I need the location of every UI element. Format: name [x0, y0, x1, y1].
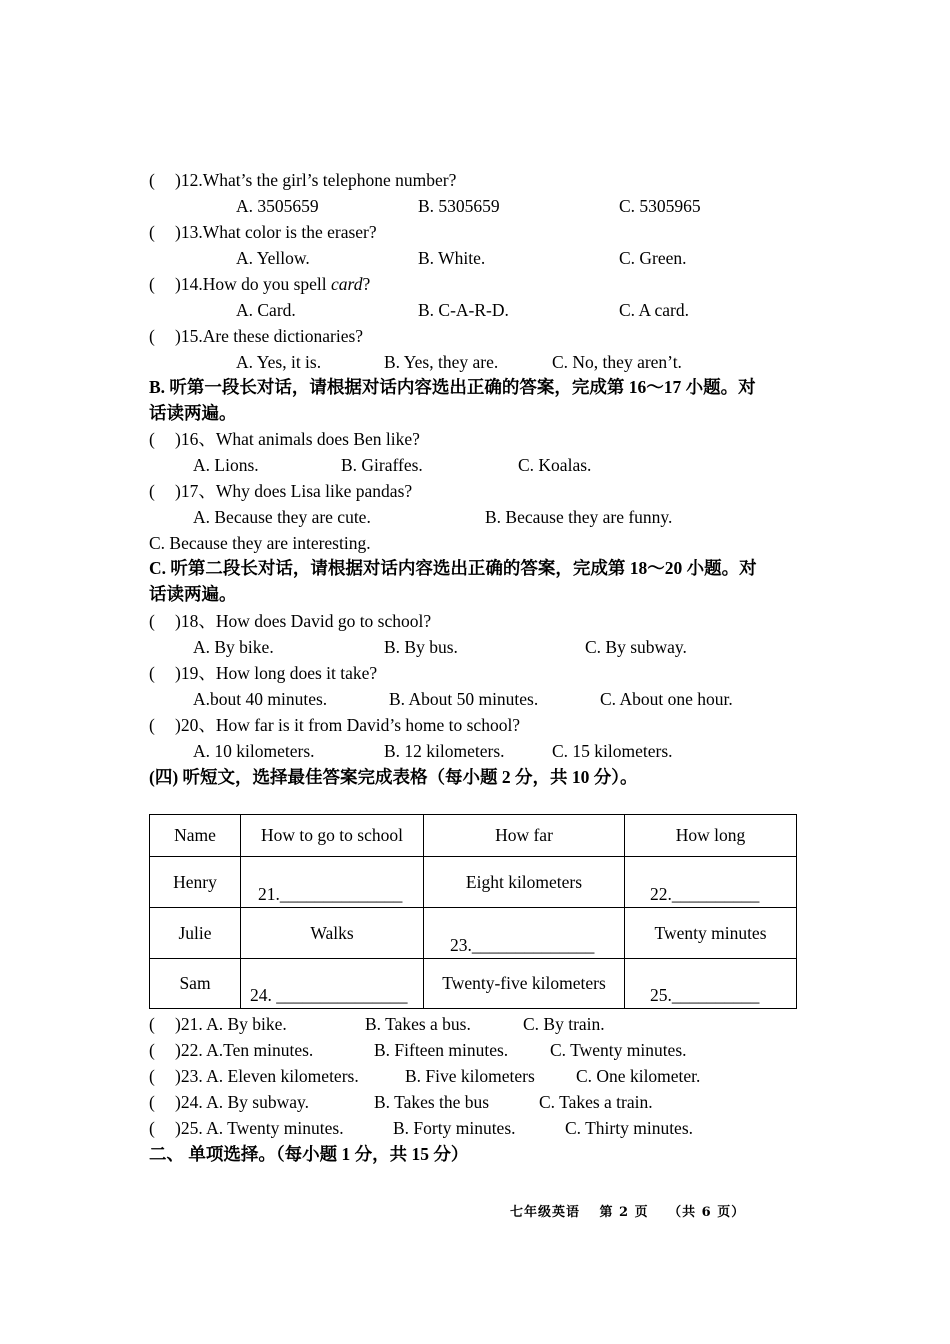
- q21-option-c: C. By train.: [523, 1014, 605, 1034]
- question-14-text: )14.How do you spell card?: [175, 274, 371, 294]
- q15-option-a: A. Yes, it is.: [236, 352, 322, 372]
- q18-option-a: A. By bike.: [193, 637, 274, 657]
- q12-option-c: C. 5305965: [619, 196, 701, 216]
- blank-25[interactable]: 25.__________: [650, 985, 760, 1005]
- question-18-text: )18、How does David go to school?: [175, 611, 432, 631]
- table-row: [150, 908, 797, 959]
- cell-name: Henry: [150, 857, 241, 908]
- header-how-far: How far: [424, 815, 625, 857]
- q23-option-b: B. Five kilometers: [405, 1066, 535, 1086]
- q12-option-a: A. 3505659: [236, 196, 319, 216]
- blank-24[interactable]: 24. _______________: [250, 985, 408, 1005]
- listening-table: [149, 814, 797, 1009]
- q13-option-a: A. Yellow.: [236, 248, 310, 268]
- blank-24-cell: [241, 959, 424, 1009]
- q19-option-b: B. About 50 minutes.: [389, 689, 539, 709]
- q18-option-c: C. By subway.: [585, 637, 687, 657]
- q20-option-b: B. 12 kilometers.: [384, 741, 505, 761]
- question-23-option-a: )23. A. Eleven kilometers.: [175, 1066, 359, 1086]
- cell-time: Twenty minutes: [625, 908, 797, 959]
- q16-option-c: C. Koalas.: [518, 455, 592, 475]
- blank-21[interactable]: 21.______________: [258, 884, 403, 904]
- table-row: [150, 857, 797, 908]
- q18-option-b: B. By bus.: [384, 637, 458, 657]
- blank-22[interactable]: 22.__________: [650, 884, 760, 904]
- blank-25-cell: [625, 959, 797, 1009]
- section-c-instruction: C. 听第二段长对话，请根据对话内容选出正确的答案，完成第 18～20 小题。对: [149, 558, 757, 578]
- exam-page: ( )12.What’s the girl’s telephone number? A. 3505659 B. 5305659 C. 5305965 ( )13.What color is the eraser? A. Yellow. B. White. C. Green. ( )14.How do you spell card? A. Card. B. C-A-R-D. C. A card. ( )15.Are these dictionaries? A. Yes, it is. B. Yes, they are. C. No, they aren’t. B. 听第一段长对话，请根据对话内容选出正确的答案，完成第 16～17 小题。对 话读两遍。 ( )16、What animals does Ben like? A. Lions. B. Giraffes. C. Koalas. ( )17、Why does Lisa like pandas? A. Because they are cute. B. Because they are funny. C. Because they are interesting. C. 听第二段长对话，请根据对话内容选出正确的答案，完成第 18～20 小题。对 话读两遍。 ( )18、How does David go to school? A. By bike. B. By bus. C. By subway. ( )19、How long does it take? A.bout 40 minutes. B. About 50 minutes. C. About one hour. ( )20、How far is it from David’s home to school? A. 10 kilometers. B. 12 kilometers. C. 15 kilometers. (四) 听短文，选择最佳答案完成表格（每小题 2 分，共 10 分）。 Name How to go to school How far How long Henry 21.______________ Eight kilometers 22.__________ Julie Walks 23.______________ Twenty minutes Sam 24. _______________ Twenty-five kilometers 25.__________ ( )21. A. By bike. B. Takes a bus. C. By train. ( )22. A.Ten minutes. B. Fifteen minutes. C. Twenty minutes. ( )23. A. Eleven kilometers. B. Five kilometers C. One kilometer. ( )24. A. By subway. B. Takes the bus C. Takes a train. ( )25. A. Twenty minutes. B. Forty minutes. C. Thirty minutes. 二、 单项选择。（每小题 1 分，共 15 分） 七年级英语 第 2 页 （共 6 页）: [0, 0, 950, 1344]
- cell-distance: Twenty-five kilometers: [424, 959, 625, 1009]
- question-24-option-a: )24. A. By subway.: [175, 1092, 310, 1112]
- blank-22-cell: [625, 857, 797, 908]
- question-21-option-a: )21. A. By bike.: [175, 1014, 287, 1034]
- question-17-text: )17、Why does Lisa like pandas?: [175, 481, 413, 501]
- part-two-title: 二、 单项选择。（每小题 1 分，共 15 分）: [149, 1144, 469, 1164]
- question-20-text: )20、How far is it from David’s home to school?: [175, 715, 521, 735]
- question-13-text: )13.What color is the eraser?: [175, 222, 377, 242]
- q16-option-b: B. Giraffes.: [341, 455, 423, 475]
- q24-option-c: C. Takes a train.: [539, 1092, 653, 1112]
- q25-option-b: B. Forty minutes.: [393, 1118, 516, 1138]
- q22-option-c: C. Twenty minutes.: [550, 1040, 687, 1060]
- blank-23-cell: [424, 908, 625, 959]
- question-22-option-a: )22. A.Ten minutes.: [175, 1040, 314, 1060]
- blank-21-cell: [241, 857, 424, 908]
- question-16-text: )16、What animals does Ben like?: [175, 429, 420, 449]
- question-15-text: )15.Are these dictionaries?: [175, 326, 364, 346]
- question-19-text: )19、How long does it take?: [175, 663, 378, 683]
- header-how-long: How long: [625, 815, 797, 857]
- q12-option-b: B. 5305659: [418, 196, 500, 216]
- q13-option-c: C. Green.: [619, 248, 687, 268]
- q23-option-c: C. One kilometer.: [576, 1066, 701, 1086]
- section-four-title: (四) 听短文，选择最佳答案完成表格（每小题 2 分，共 10 分）。: [149, 767, 638, 787]
- q15-option-b: B. Yes, they are.: [384, 352, 499, 372]
- question-25-option-a: )25. A. Twenty minutes.: [175, 1118, 344, 1138]
- q25-option-c: C. Thirty minutes.: [565, 1118, 694, 1138]
- q22-option-b: B. Fifteen minutes.: [374, 1040, 509, 1060]
- table-header-row: [150, 815, 797, 857]
- blank-23[interactable]: 23.______________: [450, 935, 595, 955]
- q14-option-b: B. C-A-R-D.: [418, 300, 509, 320]
- section-c-instruction-cont: 话读两遍。: [149, 584, 237, 604]
- q24-option-b: B. Takes the bus: [374, 1092, 490, 1112]
- cell-name: Sam: [150, 959, 241, 1009]
- q14-option-a: A. Card.: [236, 300, 296, 320]
- q19-option-c: C. About one hour.: [600, 689, 733, 709]
- q13-option-b: B. White.: [418, 248, 486, 268]
- q20-option-c: C. 15 kilometers.: [552, 741, 673, 761]
- q20-option-a: A. 10 kilometers.: [193, 741, 315, 761]
- q16-option-a: A. Lions.: [193, 455, 259, 475]
- header-name: Name: [150, 815, 241, 857]
- q14-option-c: C. A card.: [619, 300, 689, 320]
- q17-option-a: A. Because they are cute.: [193, 507, 371, 527]
- cell-transport: Walks: [241, 908, 424, 959]
- header-how-to-go: How to go to school: [241, 815, 424, 857]
- table-row: [150, 959, 797, 1009]
- cell-name: Julie: [150, 908, 241, 959]
- page-footer: 七年级英语 第 2 页 （共 6 页）: [510, 1205, 746, 1220]
- question-12-text: )12.What’s the girl’s telephone number?: [175, 170, 457, 190]
- q17-option-c: C. Because they are interesting.: [149, 533, 371, 553]
- q21-option-b: B. Takes a bus.: [365, 1014, 471, 1034]
- cell-distance: Eight kilometers: [424, 857, 625, 908]
- section-b-instruction-cont: 话读两遍。: [149, 403, 237, 423]
- section-b-instruction: B. 听第一段长对话，请根据对话内容选出正确的答案，完成第 16～17 小题。对: [149, 377, 756, 397]
- q19-option-a: A.bout 40 minutes.: [193, 689, 328, 709]
- q15-option-c: C. No, they aren’t.: [552, 352, 682, 372]
- q17-option-b: B. Because they are funny.: [485, 507, 673, 527]
